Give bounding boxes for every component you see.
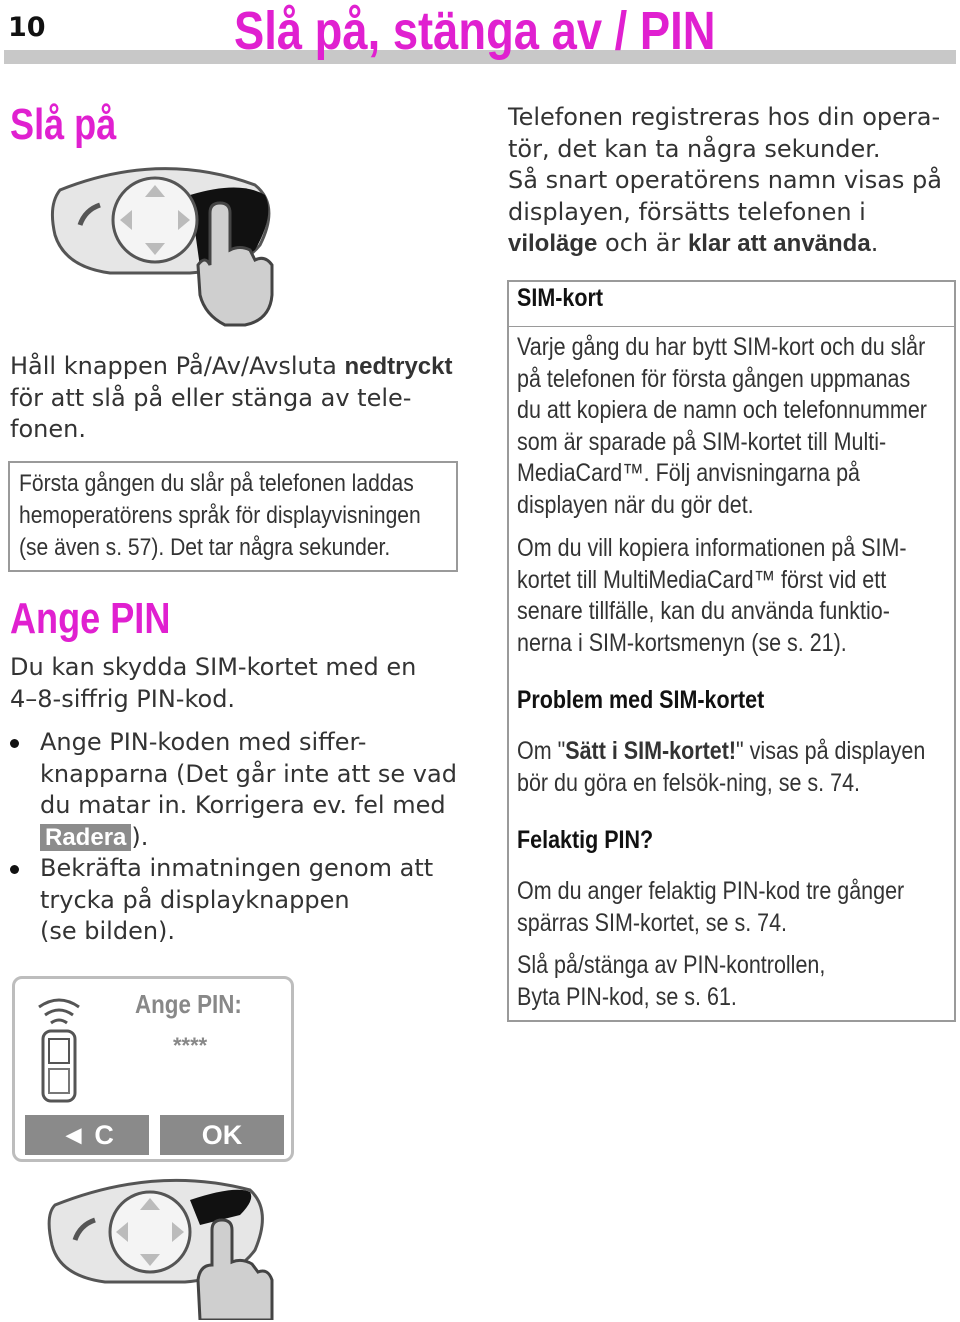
sim-line: Om du vill kopiera informationen på SIM- [517,534,907,562]
bullet-line: du matar in. Korrigera ev. fel med [40,791,446,819]
pin-links [517,950,825,1013]
sim-para-2 [517,533,907,659]
section-heading-pin: Ange PIN [10,594,171,643]
bullet-line: knapparna (Det går inte att se vad [40,759,457,788]
problem-text [517,736,925,799]
problem-heading: Problem med SIM-kortet [517,686,765,714]
wrong-pin-text [517,876,904,939]
bullet-item [40,727,457,853]
radera-tail: ). [131,822,149,851]
register-line: Så snart operatörens namn visas på [508,166,942,194]
problem-line: " visas på displayen [736,737,926,765]
keypad-ok-illustration [40,1170,280,1320]
keypad-power-illustration [40,155,290,330]
phone-display [12,976,294,1162]
wrong-pin-heading: Felaktig PIN? [517,826,654,854]
sim-line: senare tillfälle, kan du använda funktio- [517,597,890,625]
sim-box-divider [509,326,954,327]
ready-bold: klar att använda [687,230,871,257]
radera-key: Radera [40,824,131,851]
sim-line: MediaCard™. Följ anvisningarna på [517,459,860,487]
sim-line: Varje gång du har bytt SIM-kort och du slår [517,333,926,361]
pin-link-line: Slå på/stänga av PIN-kontrollen, [517,951,826,979]
info-line: (se även s. 57). Det tar några sekunder. [19,534,391,561]
page-title: Slå på, stänga av / PIN [234,1,716,61]
problem-line: Om " [517,737,566,765]
bullet-line: (se bilden). [40,917,176,945]
sim-line: du att kopiera de namn och telefonnummer [517,396,927,424]
wrong-pin-line: spärras SIM-kortet, se s. 74. [517,908,788,937]
register-line: . [870,229,879,257]
register-line: och är [597,229,688,257]
softkey-ok[interactable]: OK [160,1115,284,1155]
wrong-pin-line: Om du anger felaktig PIN-kod tre gånger [517,877,905,905]
display-masked-pin: **** [173,1033,208,1058]
info-line: hemoperatörens språk för displayvisningen [19,502,421,529]
pin-intro: 4–8-siffrig PIN-kod. [10,684,236,713]
sim-line: nerna i SIM-kortsmenyn (se s. 21). [517,628,847,657]
display-prompt: Ange PIN: [135,989,242,1019]
pin-bullet-list [10,727,470,947]
phone-signal-icon [29,993,89,1105]
info-box-first-start [8,461,458,572]
bullet-line: trycka på displayknappen [40,885,350,914]
pin-link-line: Byta PIN-kod, se s. 61. [517,982,737,1011]
info-line: Första gången du slår på telefonen laddas [19,470,414,497]
sim-para-1 [517,332,927,521]
insert-sim-message: Sätt i SIM-kortet! [565,737,737,765]
pin-intro: Du kan skydda SIM-kortet med en [10,653,417,681]
bullet-line: Ange PIN-koden med siffer- [40,728,367,756]
register-text [508,102,958,260]
problem-line: bör du göra en felsök-ning, se s. 74. [517,768,861,797]
sim-line: som är sparade på SIM-kortet till Multi- [517,427,887,456]
bullet-line: Bekräfta inmatningen genom att [40,854,434,882]
bullet-icon [10,865,19,874]
sim-line: på telefonen för första gången uppmanas [517,364,911,393]
hold-bold: nedtryckt [344,353,453,380]
softkey-clear[interactable]: ◄ C [25,1115,149,1155]
sim-box-heading: SIM-kort [517,284,603,312]
sim-line: kortet till MultiMediaCard™ först vid ett [517,565,887,594]
page-number: 10 [8,12,46,43]
sim-line: displayen när du gör det. [517,490,754,519]
register-line: displayen, försätts telefonen i [508,197,866,226]
register-line: Telefonen registreras hos din opera- [508,103,941,131]
register-line: tör, det kan ta några sekunder. [508,134,881,163]
hold-text: Håll knappen På/Av/Avsluta [10,352,345,380]
section-heading-on: Slå på [10,100,117,149]
bullet-item [40,853,433,948]
hold-text-3: fonen. [10,415,86,443]
standby-bold: viloläge [508,230,598,257]
sim-card-box [507,280,956,1022]
hold-text-2: för att slå på eller stänga av tele- [10,383,412,412]
bullet-icon [10,739,19,748]
